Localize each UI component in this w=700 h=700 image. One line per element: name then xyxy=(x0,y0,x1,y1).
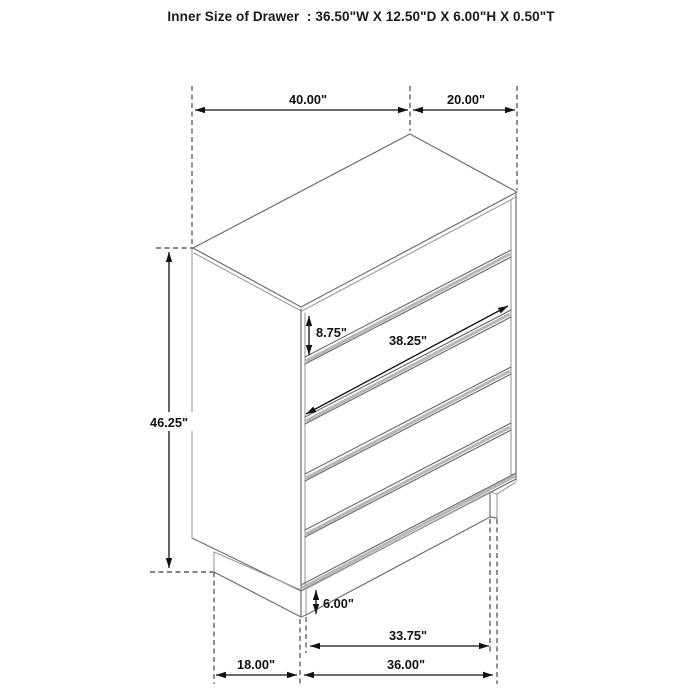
dim-top-depth xyxy=(413,92,515,110)
dim-top-width xyxy=(195,92,408,110)
dim-overall-height-label: 46.25" xyxy=(149,415,189,430)
dim-base-height-label: 6.00" xyxy=(323,596,354,611)
dim-base-width xyxy=(304,657,493,675)
extension-lines xyxy=(150,86,517,684)
diagram-title: Inner Size of Drawer : 36.50"W X 12.50"D X 6.00"H X 0.50"T xyxy=(167,9,555,24)
dim-top-depth-label: 20.00" xyxy=(446,92,486,107)
chest-side-panel xyxy=(192,249,301,591)
chest-illustration xyxy=(192,134,517,617)
dim-base-inner-width-label: 33.75" xyxy=(388,628,428,643)
dim-drawer-width-label: 38.25" xyxy=(388,333,428,348)
chest-front-drawers xyxy=(301,194,516,591)
chest-top-panel xyxy=(193,134,517,311)
dim-drawer-width xyxy=(306,306,508,414)
dim-base-inner-width xyxy=(310,628,489,646)
dim-top-width-label: 40.00" xyxy=(288,92,328,107)
dim-base-height xyxy=(316,590,354,614)
dim-drawer-front-height-label: 8.75" xyxy=(316,325,347,340)
dim-base-depth-label: 18.00" xyxy=(236,657,276,672)
dim-base-depth xyxy=(216,657,297,675)
dim-overall-height xyxy=(145,252,193,568)
dim-base-width-label: 36.00" xyxy=(386,657,426,672)
